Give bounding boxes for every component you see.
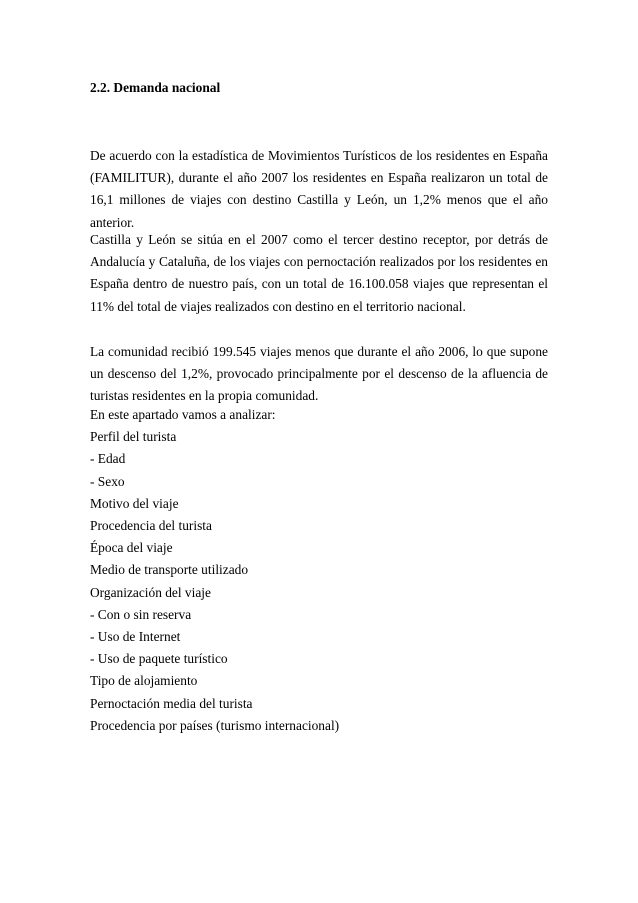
list-intro: En este apartado vamos a analizar: (90, 407, 276, 422)
paragraph-familitur: De acuerdo con la estadística de Movimientos Turísticos de los residentes en España (FAMILITUR), durante el año 2007 los residentes en España realizaron un total de 16,1 millones de viajes con destino Castilla y León, un 1,2% menos que el año anterior. (90, 148, 548, 230)
paragraph-descenso: La comunidad recibió 199.545 viajes menos que durante el año 2006, lo que supone un descenso del 1,2%, provocado principalmente por el descenso de la afluencia de turistas residentes en la propia comunidad. (90, 344, 548, 404)
list-subitem: - Edad (90, 451, 126, 467)
analysis-list (90, 404, 339, 737)
list-item: Procedencia por países (turismo internacional) (90, 717, 340, 733)
list-item: Procedencia del turista (90, 518, 212, 534)
list-item: Organización del viaje (90, 584, 211, 600)
list-subitem: - Sexo (90, 473, 125, 489)
list-item: Pernoctación media del turista (90, 695, 253, 711)
list-item: Época del viaje (90, 540, 173, 556)
list-item: Motivo del viaje (90, 495, 179, 511)
section-heading: 2.2. Demanda nacional (90, 80, 221, 95)
list-item: Perfil del turista (90, 429, 177, 445)
list-subitem: - Uso de paquete turístico (90, 651, 228, 667)
list-subitem: - Con o sin reserva (90, 606, 192, 622)
list-item: Medio de transporte utilizado (90, 562, 249, 578)
list-item: Tipo de alojamiento (90, 673, 198, 689)
paragraph-destino-receptor: Castilla y León se sitúa en el 2007 como el tercer destino receptor, por detrás de Andalucía y Cataluña, de los viajes con pernoctación realizados por los residentes en España dentro de nuestro país, con un total de 16.100.058 viajes que representan el 11% del total de viajes realizados con destino en el territorio nacional. (90, 232, 548, 314)
list-subitem: - Uso de Internet (90, 629, 181, 645)
